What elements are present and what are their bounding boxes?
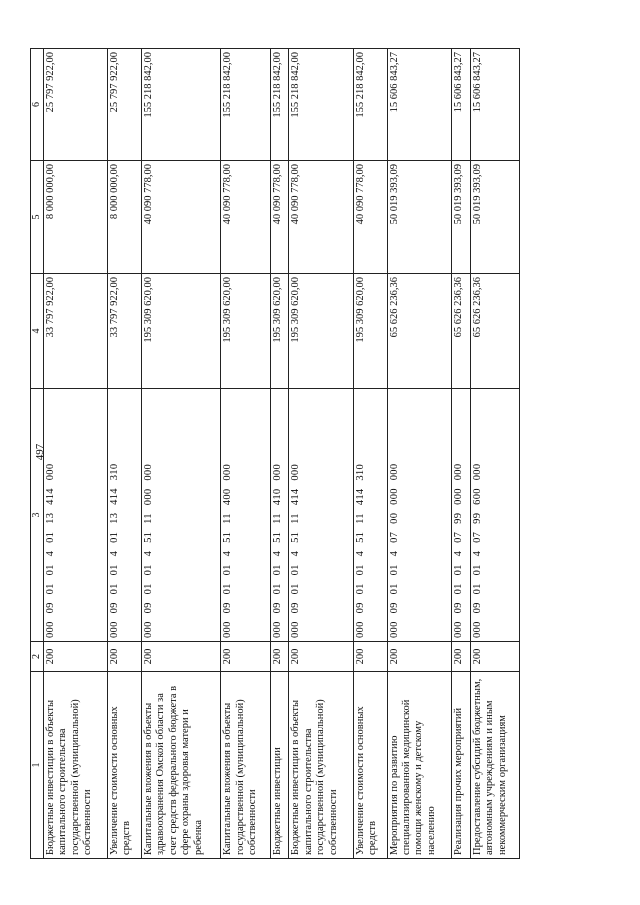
row-code: 000 09 01 01 4 51 11 410 000 <box>270 389 289 642</box>
row-value-5: 40 090 778,00 <box>221 161 270 274</box>
row-name: Увеличение стоимости основных средств <box>108 672 142 859</box>
row-level: 200 <box>270 642 289 672</box>
row-value-4: 33 797 922,00 <box>108 274 142 389</box>
row-value-6: 155 218 842,00 <box>353 49 387 161</box>
header-row <box>31 49 44 859</box>
row-name: Капитальные вложения в объекты государственной (муниципальной) собственности <box>221 672 270 859</box>
row-value-6: 155 218 842,00 <box>289 49 353 161</box>
row-level: 200 <box>43 642 107 672</box>
table-row <box>142 49 221 859</box>
row-value-6: 15 606 843,27 <box>470 49 519 161</box>
row-code: 000 09 01 01 4 51 11 414 000 <box>289 389 353 642</box>
row-value-5: 50 019 393,09 <box>470 161 519 274</box>
row-value-6: 15 606 843,27 <box>387 49 451 161</box>
row-code: 000 09 01 01 4 51 11 000 000 <box>142 389 221 642</box>
row-value-6: 155 218 842,00 <box>270 49 289 161</box>
row-value-5: 40 090 778,00 <box>270 161 289 274</box>
row-value-4: 195 309 620,00 <box>221 274 270 389</box>
row-level: 200 <box>451 642 470 672</box>
row-value-4: 195 309 620,00 <box>270 274 289 389</box>
row-value-5: 40 090 778,00 <box>353 161 387 274</box>
row-value-4: 65 626 236,36 <box>387 274 451 389</box>
row-value-4: 195 309 620,00 <box>353 274 387 389</box>
row-level: 200 <box>289 642 353 672</box>
row-name: Бюджетные инвестиции <box>270 672 289 859</box>
row-value-4: 195 309 620,00 <box>289 274 353 389</box>
row-level: 200 <box>387 642 451 672</box>
row-name: Увеличение стоимости основных средств <box>353 672 387 859</box>
row-level: 200 <box>221 642 270 672</box>
row-value-4: 33 797 922,00 <box>43 274 107 389</box>
row-value-5: 8 000 000,00 <box>108 161 142 274</box>
row-code: 000 09 01 01 4 51 11 414 310 <box>353 389 387 642</box>
row-value-5: 40 090 778,00 <box>142 161 221 274</box>
row-name: Капитальные вложения в объекты здравоохранения Омской области за счет средств федерального бюджета в сфере охраны здоровья матери и ребенка <box>142 672 221 859</box>
row-value-5: 50 019 393,09 <box>387 161 451 274</box>
table-row <box>289 49 353 859</box>
table-row <box>387 49 451 859</box>
row-value-4: 195 309 620,00 <box>142 274 221 389</box>
row-name: Предоставление субсидий бюджетным, автономным учреждениям и иным некоммерческим организациям <box>470 672 519 859</box>
row-name: Бюджетные инвестиции в объекты капитального строительства государственной (муниципальной) собственности <box>43 672 107 859</box>
page-number: 497 <box>34 443 46 461</box>
header-cell: 3 <box>31 389 44 642</box>
row-level: 200 <box>142 642 221 672</box>
row-value-4: 65 626 236,36 <box>451 274 470 389</box>
row-name: Реализация прочих мероприятий <box>451 672 470 859</box>
row-value-6: 25 797 922,00 <box>43 49 107 161</box>
table-row <box>43 49 107 859</box>
budget-table <box>30 48 520 859</box>
table-row <box>270 49 289 859</box>
row-level: 200 <box>108 642 142 672</box>
row-code: 000 09 01 01 4 07 99 600 000 <box>470 389 519 642</box>
row-code: 000 09 01 01 4 51 11 400 000 <box>221 389 270 642</box>
row-code: 000 09 01 01 4 01 13 414 310 <box>108 389 142 642</box>
table-row <box>353 49 387 859</box>
row-name: Мероприятия по развитию специализированной медицинской помощи женскому и детскому населению <box>387 672 451 859</box>
rotated-table-container <box>30 49 520 859</box>
row-name: Бюджетные инвестиции в объекты капитального строительства государственной (муниципальной) собственности <box>289 672 353 859</box>
row-code: 000 09 01 01 4 07 99 000 000 <box>451 389 470 642</box>
row-value-5: 50 019 393,09 <box>451 161 470 274</box>
row-value-6: 15 606 843,27 <box>451 49 470 161</box>
row-level: 200 <box>470 642 519 672</box>
table-row <box>108 49 142 859</box>
row-value-6: 155 218 842,00 <box>221 49 270 161</box>
row-value-6: 155 218 842,00 <box>142 49 221 161</box>
row-value-4: 65 626 236,36 <box>470 274 519 389</box>
row-code: 000 09 01 01 4 01 13 414 000 <box>43 389 107 642</box>
row-value-5: 40 090 778,00 <box>289 161 353 274</box>
header-cell: 6 <box>31 49 44 161</box>
table-row <box>470 49 519 859</box>
row-value-6: 25 797 922,00 <box>108 49 142 161</box>
row-value-5: 8 000 000,00 <box>43 161 107 274</box>
header-cell: 1 <box>31 672 44 859</box>
table-row <box>221 49 270 859</box>
header-cell: 5 <box>31 161 44 274</box>
row-level: 200 <box>353 642 387 672</box>
row-code: 000 09 01 01 4 07 00 000 000 <box>387 389 451 642</box>
table-row <box>451 49 470 859</box>
header-cell: 2 <box>31 642 44 672</box>
header-cell: 4 <box>31 274 44 389</box>
